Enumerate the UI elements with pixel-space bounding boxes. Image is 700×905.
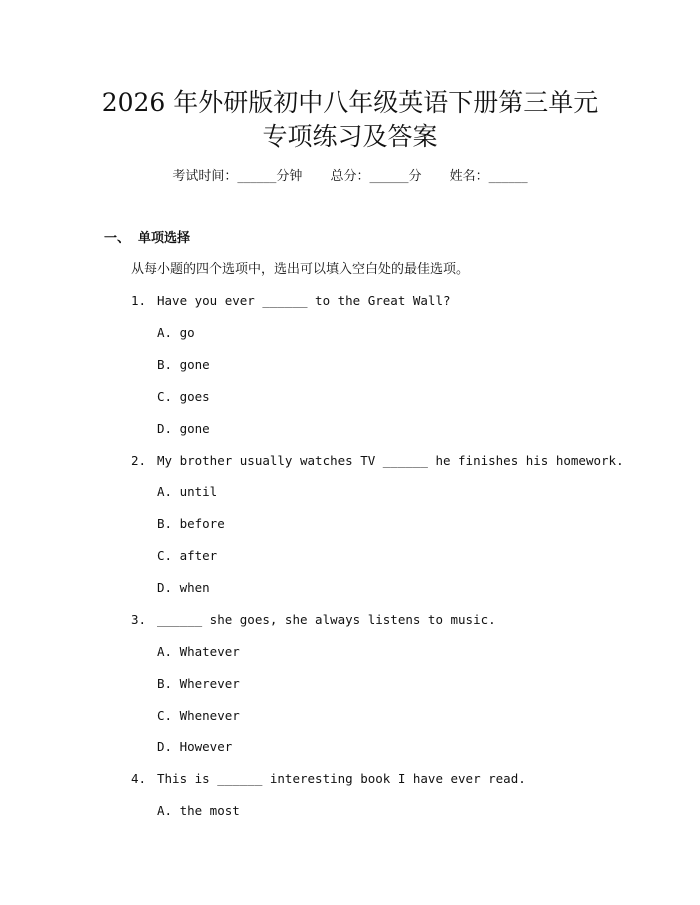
title-line-2: 专项练习及答案 <box>262 122 438 151</box>
section-instruction: 从每小题的四个选项中，选出可以填入空白处的最佳选项。 <box>131 262 470 277</box>
option-item: C. after <box>157 548 218 563</box>
option-item: C. goes <box>157 389 210 404</box>
option-item: B. before <box>157 516 225 531</box>
question-text: Have you ever ______ to the Great Wall? <box>157 293 451 308</box>
question-number: 2. <box>131 453 147 468</box>
option-item: B. gone <box>157 357 210 372</box>
option-item: D. when <box>157 580 210 595</box>
section-heading <box>104 229 190 249</box>
exam-time: 考试时间：______分钟 <box>172 169 303 184</box>
question-number: 3. <box>131 612 147 627</box>
question-text: My brother usually watches TV ______ he finishes his homework. <box>157 453 624 468</box>
option-item: D. However <box>157 739 233 754</box>
option-item: B. Wherever <box>157 676 240 691</box>
question-number: 4. <box>131 771 147 786</box>
exam-score: 总分：______分 <box>330 169 422 184</box>
section-title: 单项选择 <box>138 231 191 246</box>
option-item: C. Whenever <box>157 708 240 723</box>
option-item: A. the most <box>157 803 240 818</box>
option-item: A. go <box>157 325 195 340</box>
question-text: This is ______ interesting book I have ever read. <box>157 771 526 786</box>
title-line-1: 2026 年外研版初中八年级英语下册第三单元 <box>101 88 599 117</box>
question-text: ______ she goes, she always listens to music. <box>157 612 496 627</box>
student-name: 姓名：______ <box>449 169 528 184</box>
section-number: 一、 <box>104 231 131 246</box>
exam-meta <box>0 167 700 187</box>
question-number: 1. <box>131 293 147 308</box>
option-item: A. Whatever <box>157 644 240 659</box>
option-item: D. gone <box>157 421 210 436</box>
option-item: A. until <box>157 484 218 499</box>
